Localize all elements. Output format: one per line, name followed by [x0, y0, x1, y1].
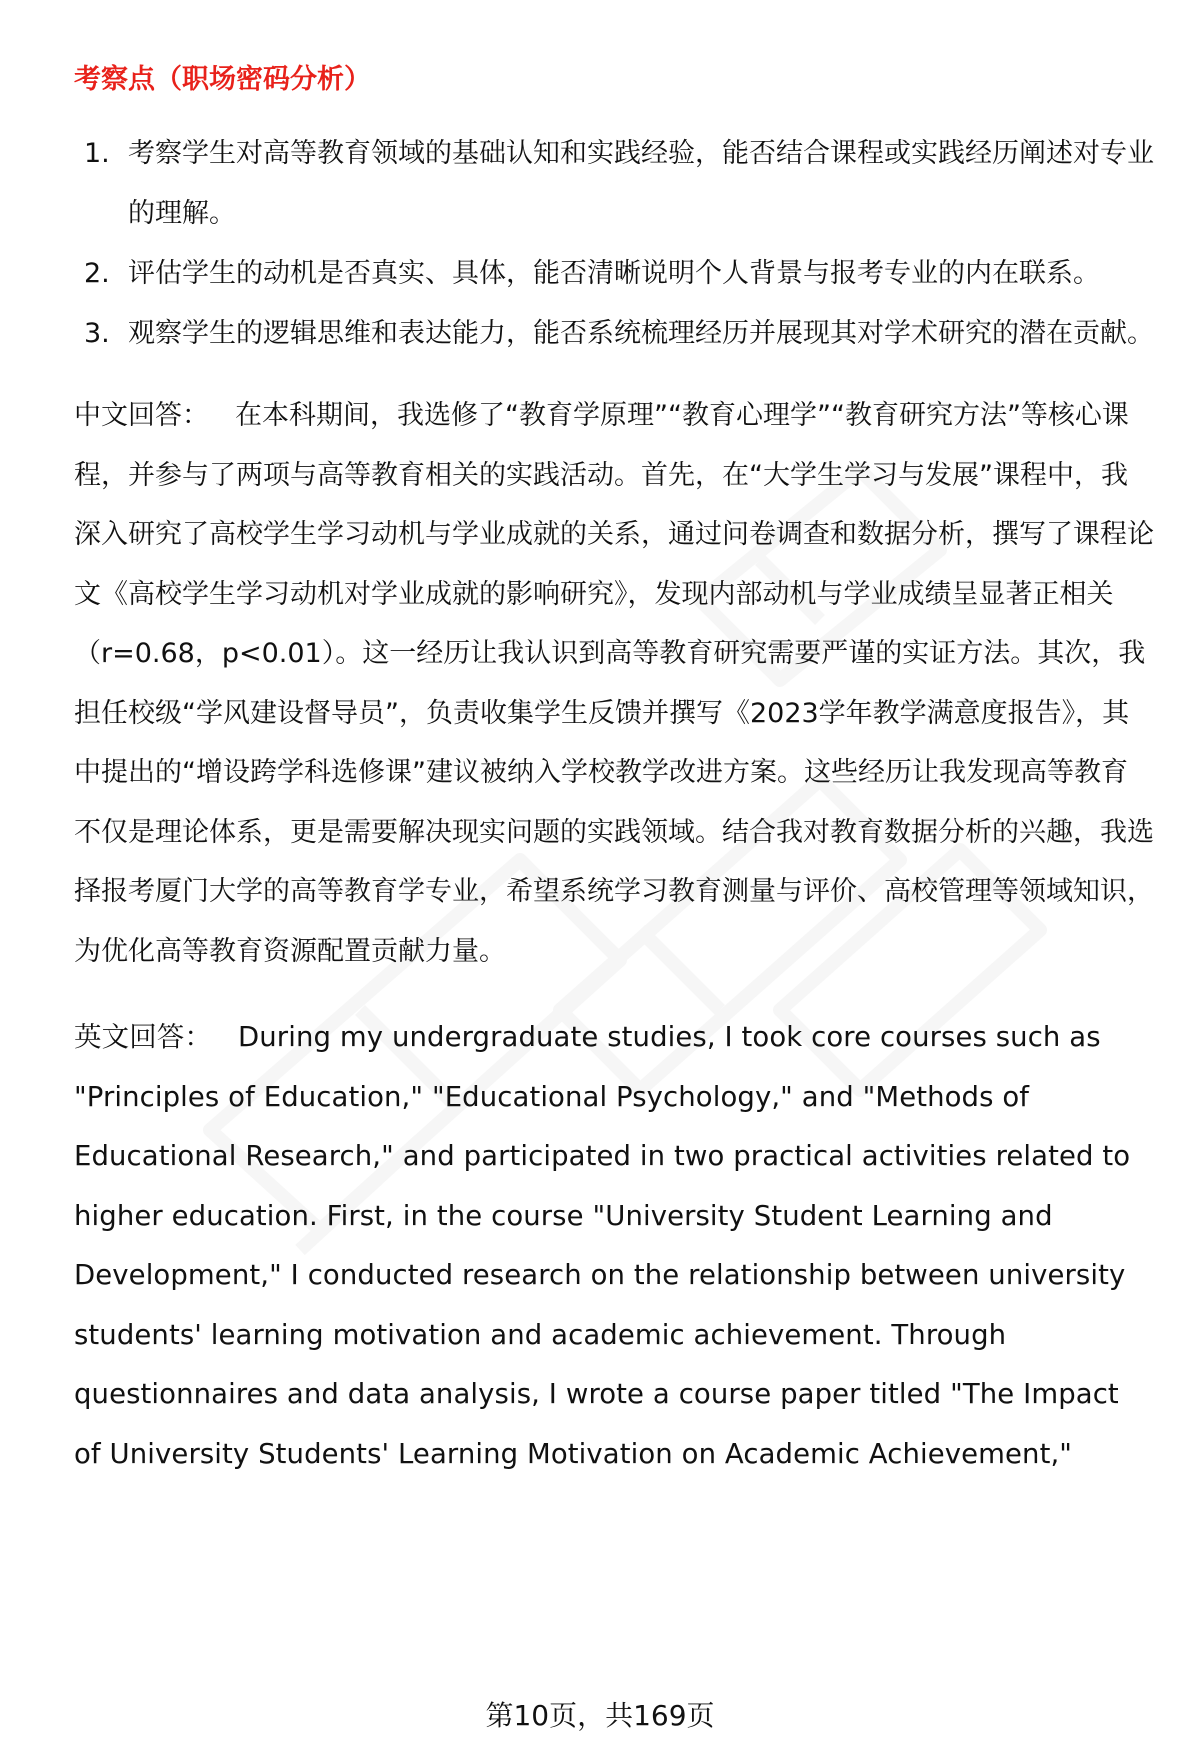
assessment-points-list	[74, 124, 1154, 364]
document-content	[74, 56, 1154, 1512]
list-item-text: 考察学生对高等教育领域的基础认知和实践经验，能否结合课程或实践经历阐述对专业的理解。	[128, 138, 1154, 229]
chinese-answer-label: 中文回答：	[74, 400, 209, 431]
list-item-number: 3.	[84, 318, 110, 349]
page-number-footer: 第10页，共169页	[485, 1699, 715, 1732]
list-item-text: 评估学生的动机是否真实、具体，能否清晰说明个人背景与报考专业的内在联系。	[128, 258, 1100, 289]
english-answer-paragraph	[74, 1008, 1154, 1484]
english-answer-label: 英文回答：	[74, 1021, 212, 1053]
list-item	[74, 244, 1154, 304]
english-answer-text: During my undergraduate studies, I took core courses such as "Principles of Education," "Educational Psychology," and "Methods of Educational Research," and participated in two practical activities related to higher education. First, in the course "University Student Learning and Development," I conducted research on the relationship between university students' learning motivation and academic achievement. Through questionnaires and data analysis, I wrote a course paper titled "The Impact of University Students' Learning Motivation on Academic Achievement,"	[74, 1021, 1131, 1470]
list-item	[74, 304, 1154, 364]
list-item	[74, 124, 1154, 244]
section-heading: 考察点（职场密码分析）	[74, 64, 371, 95]
list-item-text: 观察学生的逻辑思维和表达能力，能否系统梳理经历并展现其对学术研究的潜在贡献。	[128, 318, 1154, 349]
chinese-answer-paragraph	[74, 386, 1154, 981]
chinese-answer-text: 在本科期间，我选修了“教育学原理”“教育心理学”“教育研究方法”等核心课程，并参与了两项与高等教育相关的实践活动。首先，在“大学生学习与发展”课程中，我深入研究了高校学生学习动机与学业成就的关系，通过问卷调查和数据分析，撰写了课程论文《高校学生学习动机对学业成就的影响研究》，发现内部动机与学业成绩呈显著正相关（r=0.68，p<0.01）。这一经历让我认识到高等教育研究需要严谨的实证方法。其次，我担任校级“学风建设督导员”，负责收集学生反馈并撰写《2023学年教学满意度报告》，其中提出的“增设跨学科选修课”建议被纳入学校教学改进方案。这些经历让我发现高等教育不仅是理论体系，更是需要解决现实问题的实践领域。结合我对教育数据分析的兴趣，我选择报考厦门大学的高等教育学专业，希望系统学习教育测量与评价、高校管理等领域知识，为优化高等教育资源配置贡献力量。	[74, 400, 1154, 967]
list-item-number: 2.	[84, 258, 110, 289]
list-item-number: 1.	[84, 138, 110, 169]
